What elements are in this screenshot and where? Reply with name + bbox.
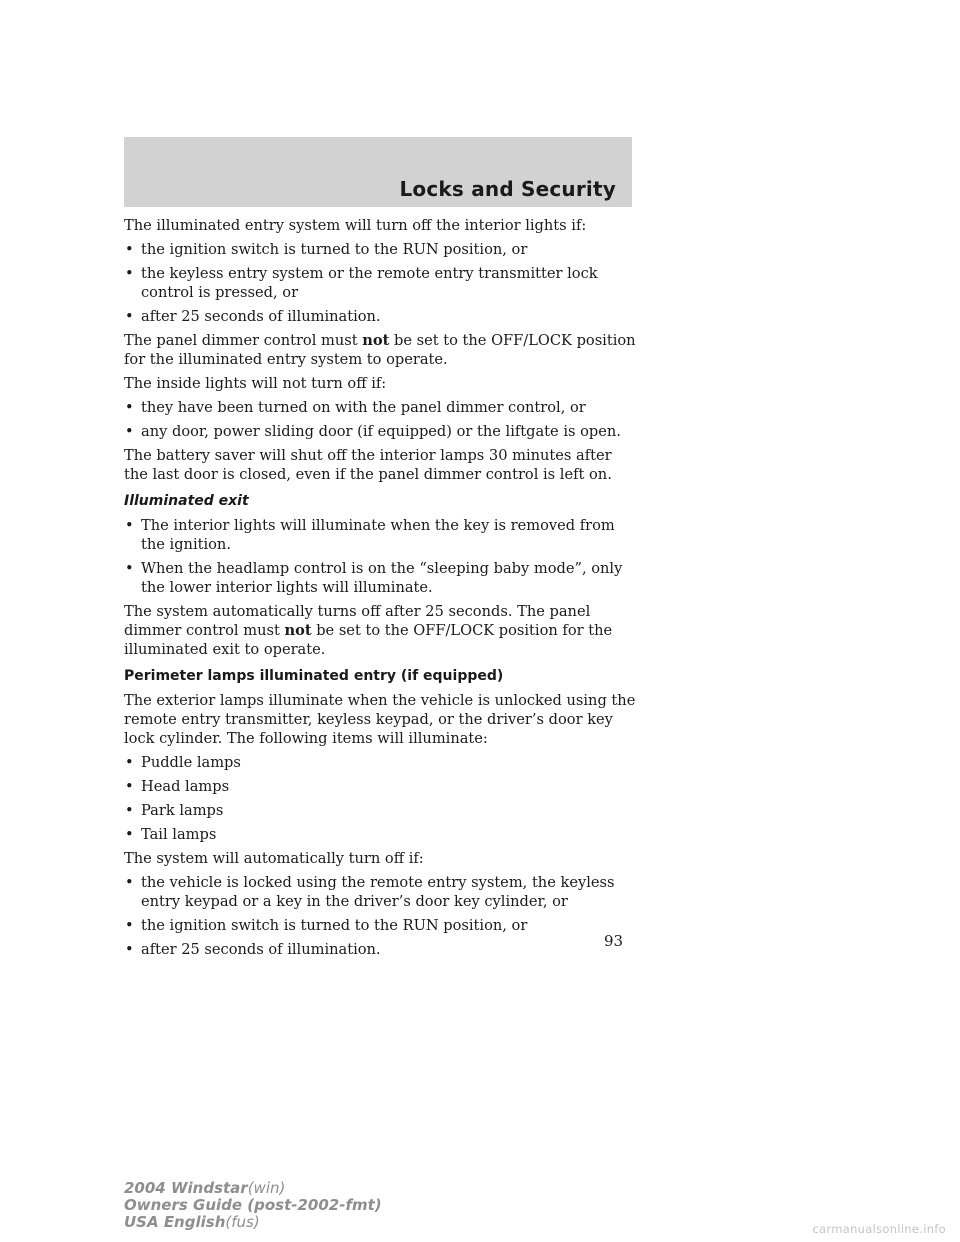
list-item: • the vehicle is locked using the remote entry system, the keyless entry keypad or a key in the driver’s door key cylinder, or <box>125 874 615 910</box>
inside-lights-intro: The inside lights will not turn off if: <box>124 375 387 392</box>
list-item: • the ignition switch is turned to the RUN position, or <box>125 917 528 934</box>
bullet-icon: • <box>125 399 134 416</box>
list-item: • the keyless entry system or the remote entry transmitter lock control is pressed, or <box>125 265 598 301</box>
list-item: • they have been turned on with the panel dimmer control, or <box>125 399 586 416</box>
emphasis-not: not <box>362 332 390 349</box>
page-content <box>124 216 636 964</box>
footer-line-model: 2004 Windstar(win) <box>124 1179 286 1197</box>
list-item: • When the headlamp control is on the “sleeping baby mode”, only the lower interior lights will illuminate. <box>125 560 623 596</box>
bullet-icon: • <box>125 265 134 282</box>
illuminated-exit-note: The system automatically turns off after 25 seconds. The panel dimmer control must not be set to the OFF/LOCK position for the illuminated exit to operate. <box>124 603 613 658</box>
bullet-icon: • <box>125 778 134 795</box>
battery-saver-paragraph: The battery saver will shut off the interior lamps 30 minutes after the last door is closed, even if the panel dimmer control is left on. <box>124 447 612 483</box>
section-header-band <box>124 137 632 207</box>
bullet-icon: • <box>125 917 134 934</box>
page-number: 93 <box>604 932 624 950</box>
list-item: • the ignition switch is turned to the RUN position, or <box>125 241 528 258</box>
list-item: • Park lamps <box>125 802 224 819</box>
list-item: • The interior lights will illuminate when the key is removed from the ignition. <box>125 517 615 553</box>
bullet-icon: • <box>125 241 134 258</box>
bullet-icon: • <box>125 802 134 819</box>
document-footer <box>124 1180 382 1231</box>
perimeter-off-intro: The system will automatically turn off if: <box>124 850 424 867</box>
footer-line-language: USA English(fus) <box>124 1213 260 1231</box>
bullet-icon: • <box>125 754 134 771</box>
list-item: • after 25 seconds of illumination. <box>125 941 381 958</box>
bullet-icon: • <box>125 826 134 843</box>
bullet-icon: • <box>125 560 134 577</box>
bullet-icon: • <box>125 941 134 958</box>
illuminated-exit-heading: Illuminated exit <box>124 493 249 509</box>
perimeter-lamps-heading: Perimeter lamps illuminated entry (if equipped) <box>124 668 504 684</box>
watermark-text: carmanualsonline.info <box>812 1222 946 1236</box>
intro-paragraph: The illuminated entry system will turn off the interior lights if: <box>124 217 587 234</box>
list-item: • after 25 seconds of illumination. <box>125 308 381 325</box>
bullet-icon: • <box>125 517 134 534</box>
footer-line-guide: Owners Guide (post-2002-fmt) <box>124 1196 382 1214</box>
bullet-icon: • <box>125 874 134 891</box>
bullet-icon: • <box>125 423 134 440</box>
list-item: • Head lamps <box>125 778 230 795</box>
bullet-icon: • <box>125 308 134 325</box>
emphasis-not: not <box>284 622 312 639</box>
section-title: Locks and Security <box>399 177 616 201</box>
list-item: • any door, power sliding door (if equipped) or the liftgate is open. <box>125 423 621 440</box>
list-item: • Tail lamps <box>125 826 217 843</box>
dimmer-note-paragraph: The panel dimmer control must not be set to the OFF/LOCK position for the illuminated entry system to operate. <box>124 332 636 368</box>
perimeter-intro: The exterior lamps illuminate when the vehicle is unlocked using the remote entry transmitter, keyless keypad, or the driver’s door key lock cylinder. The following items will illuminate: <box>124 692 636 747</box>
list-item: • Puddle lamps <box>125 754 241 771</box>
